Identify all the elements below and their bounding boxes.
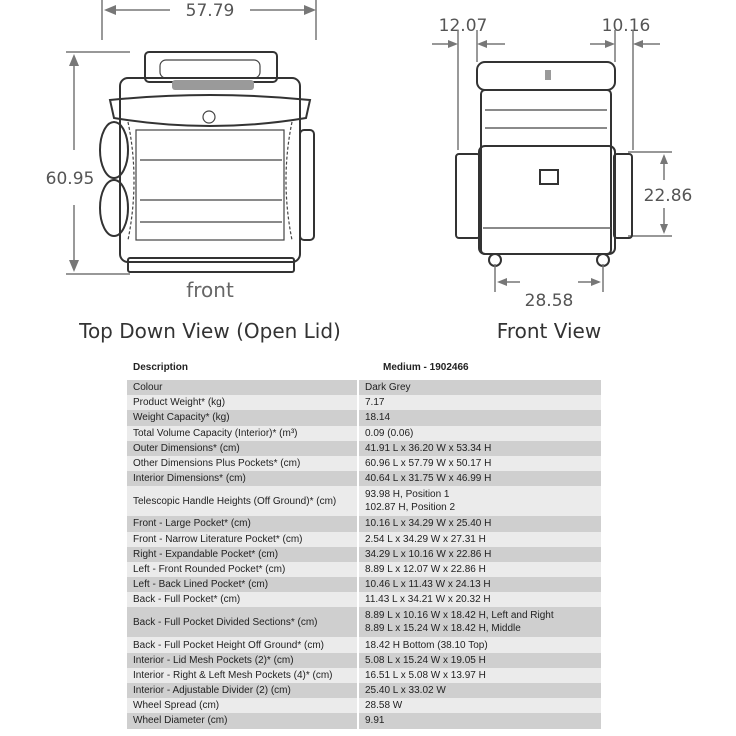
table-row <box>127 471 601 486</box>
front-view-caption: Front View <box>496 319 602 343</box>
spec-value-line: 18.42 H Bottom (38.10 Top) <box>365 639 488 651</box>
spec-value <box>358 592 601 607</box>
table-row <box>127 456 601 471</box>
spec-key: Interior - Lid Mesh Pockets (2)* (cm) <box>127 653 358 668</box>
table-row <box>127 516 601 531</box>
spec-key: Wheel Diameter (cm) <box>127 713 358 728</box>
table-row <box>127 380 601 395</box>
spec-key: Colour <box>127 380 358 395</box>
spec-value-line: Dark Grey <box>365 382 411 394</box>
spec-value-line: 2.54 L x 34.29 W x 27.31 H <box>365 533 486 545</box>
spec-key: Total Volume Capacity (Interior)* (m³) <box>127 426 358 441</box>
table-row <box>127 653 601 668</box>
table-row <box>127 592 601 607</box>
spec-value-line: 9.91 <box>365 715 385 727</box>
spec-value <box>358 713 601 728</box>
front-right-pocket-dim: 10.16 <box>601 16 651 36</box>
table-row <box>127 577 601 592</box>
table-row <box>127 637 601 652</box>
table-row <box>127 441 601 456</box>
front-wheel-dim: 28.58 <box>524 291 574 311</box>
table-row <box>127 410 601 425</box>
spec-value-line: 60.96 L x 57.79 W x 50.17 H <box>365 458 492 470</box>
spec-key: Front - Narrow Literature Pocket* (cm) <box>127 532 358 547</box>
table-row <box>127 426 601 441</box>
spec-key: Interior - Adjustable Divider (2) (cm) <box>127 683 358 698</box>
spec-value <box>358 532 601 547</box>
spec-value <box>358 395 601 410</box>
spec-value <box>358 698 601 713</box>
table-row <box>127 532 601 547</box>
spec-rows <box>127 380 601 729</box>
spec-value <box>358 426 601 441</box>
spec-value-line: 5.08 L x 15.24 W x 19.05 H <box>365 654 486 666</box>
spec-value-line: 34.29 L x 10.16 W x 22.86 H <box>365 548 492 560</box>
spec-value-line: 40.64 L x 31.75 W x 46.99 H <box>365 473 492 485</box>
table-row <box>127 607 601 637</box>
spec-value <box>358 637 601 652</box>
table-row <box>127 562 601 577</box>
table-row <box>127 713 601 728</box>
front-left-pocket-dim: 12.07 <box>438 16 488 36</box>
spec-value <box>358 653 601 668</box>
table-row <box>127 668 601 683</box>
front-height-dim: 22.86 <box>643 186 693 206</box>
spec-key: Left - Front Rounded Pocket* (cm) <box>127 562 358 577</box>
spec-key: Product Weight* (kg) <box>127 395 358 410</box>
spec-value <box>358 456 601 471</box>
spec-value <box>358 577 601 592</box>
spec-value-line: 93.98 H, Position 1 <box>365 489 450 501</box>
spec-value <box>358 410 601 425</box>
spec-key: Back - Full Pocket Height Off Ground* (cm) <box>127 637 358 652</box>
spec-key: Interior - Right & Left Mesh Pockets (4)* (cm) <box>127 668 358 683</box>
spec-value <box>358 516 601 531</box>
spec-value <box>358 486 601 516</box>
spec-key: Outer Dimensions* (cm) <box>127 441 358 456</box>
spec-value <box>358 441 601 456</box>
spec-key: Telescopic Handle Heights (Off Ground)* (cm) <box>127 486 358 516</box>
spec-value-line: 0.09 (0.06) <box>365 427 414 439</box>
spec-value-line: 8.89 L x 12.07 W x 22.86 H <box>365 563 486 575</box>
spec-value-line: 18.14 <box>365 412 391 424</box>
spec-key: Other Dimensions Plus Pockets* (cm) <box>127 456 358 471</box>
spec-value <box>358 607 601 637</box>
spec-value <box>358 471 601 486</box>
spec-key: Wheel Spread (cm) <box>127 698 358 713</box>
spec-value-line: 10.46 L x 11.43 W x 24.13 H <box>365 579 491 591</box>
spec-key: Back - Full Pocket* (cm) <box>127 592 358 607</box>
spec-value-line: 16.51 L x 5.08 W x 13.97 H <box>365 669 486 681</box>
top-width-dim: 57.79 <box>185 1 235 21</box>
spec-value <box>358 562 601 577</box>
spec-key: Front - Large Pocket* (cm) <box>127 516 358 531</box>
spec-value-line: 11.43 L x 34.21 W x 20.32 H <box>365 594 491 606</box>
header-description: Description <box>133 361 189 373</box>
front-view <box>432 16 692 343</box>
spec-value <box>358 683 601 698</box>
spec-key: Weight Capacity* (kg) <box>127 410 358 425</box>
spec-value-line: 102.87 H, Position 2 <box>365 502 456 514</box>
front-label: front <box>186 278 234 302</box>
spec-table <box>127 354 601 729</box>
spec-header <box>127 354 601 380</box>
spec-value-line: 8.89 L x 10.16 W x 18.42 H, Left and Right <box>365 610 554 622</box>
spec-value <box>358 547 601 562</box>
table-row <box>127 683 601 698</box>
spec-value-line: 41.91 L x 36.20 W x 53.34 H <box>365 442 492 454</box>
spec-key: Right - Expandable Pocket* (cm) <box>127 547 358 562</box>
spec-value-line: 7.17 <box>365 397 385 409</box>
table-row <box>127 395 601 410</box>
spec-value-line: 28.58 W <box>365 700 403 712</box>
top-down-view <box>46 0 341 343</box>
spec-key: Back - Full Pocket Divided Sections* (cm) <box>127 607 358 637</box>
header-model: Medium - 1902466 <box>383 361 469 373</box>
dimension-diagrams <box>0 0 736 350</box>
spec-key: Left - Back Lined Pocket* (cm) <box>127 577 358 592</box>
spec-value <box>358 380 601 395</box>
table-row <box>127 486 601 516</box>
table-row <box>127 547 601 562</box>
spec-value-line: 25.40 L x 33.02 W <box>365 685 446 697</box>
table-row <box>127 698 601 713</box>
top-view-caption: Top Down View (Open Lid) <box>79 319 341 343</box>
spec-value <box>358 668 601 683</box>
top-depth-dim: 60.95 <box>45 169 95 189</box>
spec-key: Interior Dimensions* (cm) <box>127 471 358 486</box>
spec-value-line: 10.16 L x 34.29 W x 25.40 H <box>365 518 492 530</box>
spec-value-line: 8.89 L x 15.24 W x 18.42 H, Middle <box>365 623 521 635</box>
